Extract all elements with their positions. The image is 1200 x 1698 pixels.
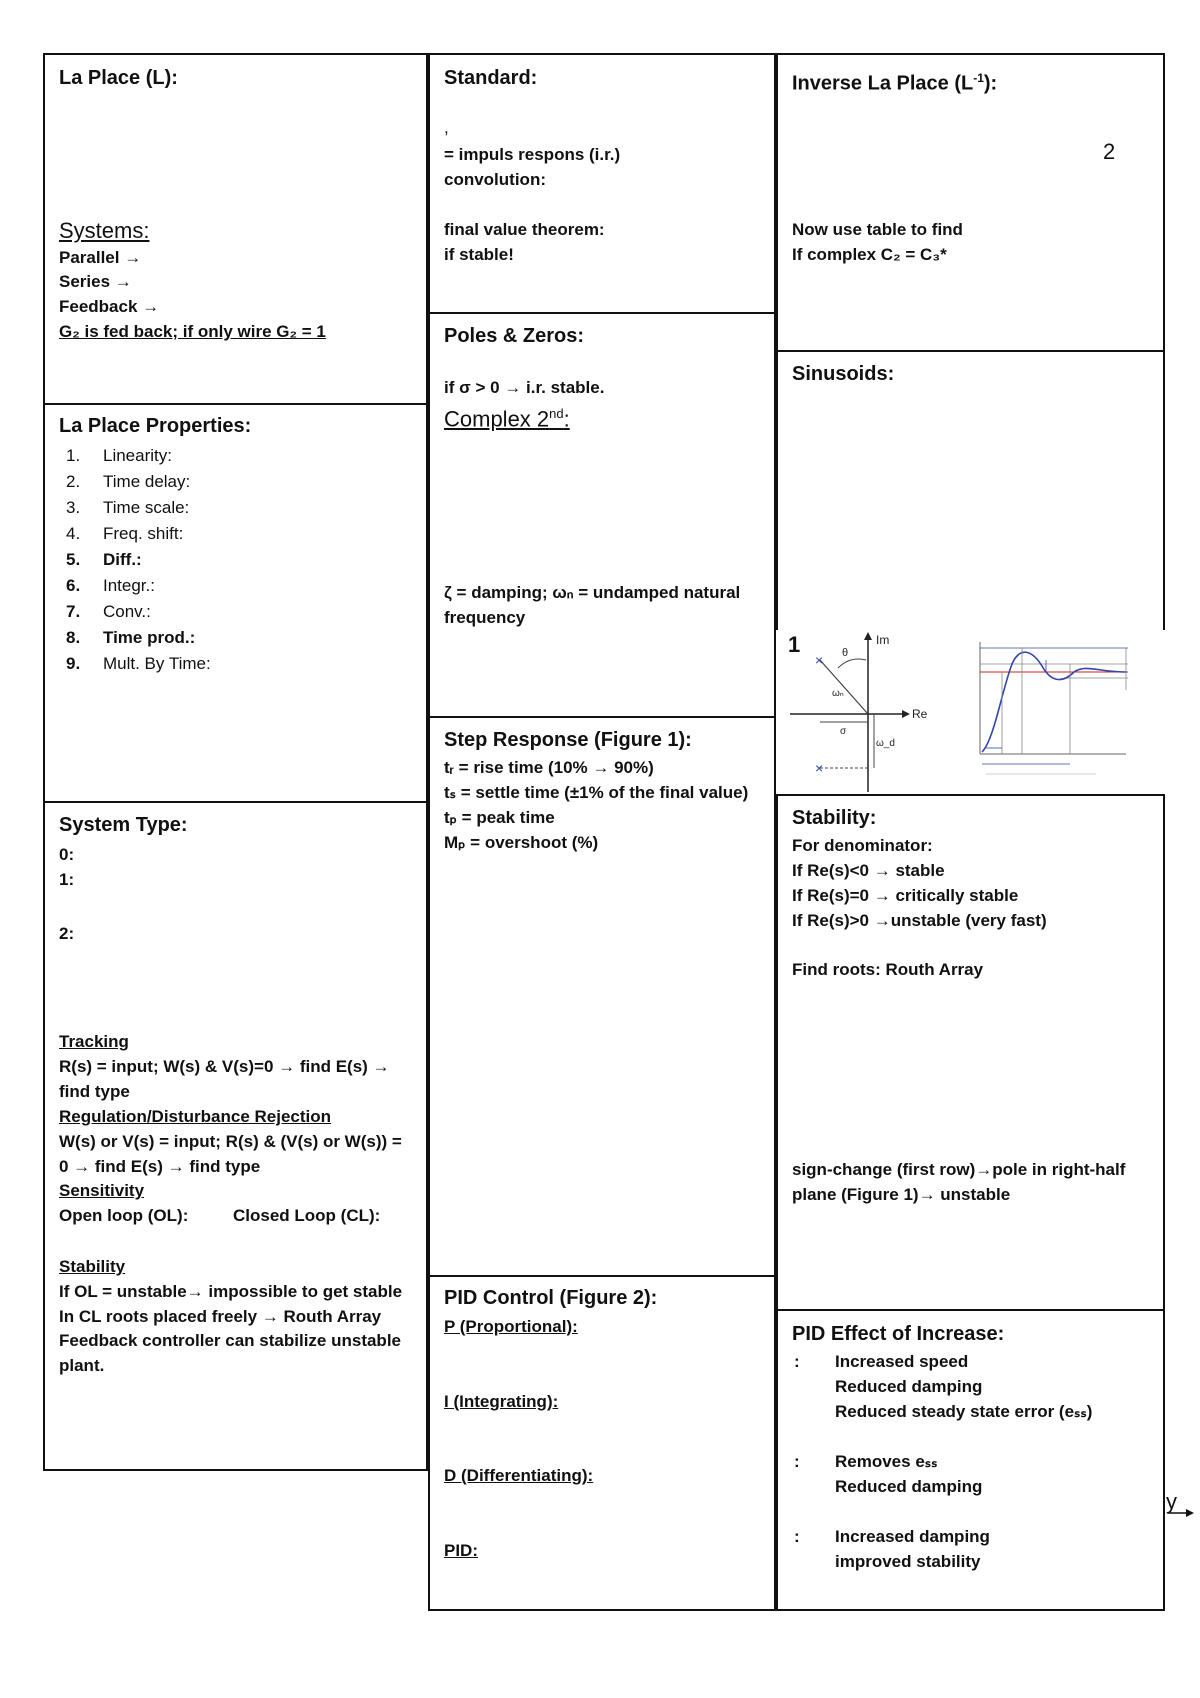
tracking-line-1: R(s) = input; W(s) & V(s)=0 → find E(s) → xyxy=(59,1057,390,1076)
standard-title: Standard: xyxy=(444,67,538,89)
inverse-title-text: Inverse La Place (L xyxy=(792,72,974,95)
inverse-title xyxy=(792,68,997,94)
stability-routh: Find roots: Routh Array xyxy=(792,960,984,979)
inverse-two: 2 xyxy=(1103,139,1116,164)
tracking-line-2: find type xyxy=(59,1082,130,1101)
convolution-label: convolution: xyxy=(444,170,546,189)
regulation-line-1: W(s) or V(s) = input; R(s) & (V(s) or W(s)) = xyxy=(59,1132,402,1151)
property-num: 2. xyxy=(66,472,81,491)
overshoot: Mₚ = overshoot (%) xyxy=(444,833,599,852)
stability-line-2: In CL roots placed freely → Routh Array xyxy=(59,1307,382,1326)
property-label: Freq. shift: xyxy=(103,524,184,543)
omega-d-label: ω_d xyxy=(876,738,895,749)
pole-upper-marker: × xyxy=(815,652,824,668)
margin-arrow-icon xyxy=(1166,1506,1196,1520)
im-axis-arrow xyxy=(864,632,872,640)
step-curve xyxy=(982,652,1126,752)
regulation-line-2: 0 → find E(s) → find type xyxy=(59,1157,261,1176)
margin-y-mark: y xyxy=(1166,1489,1177,1514)
property-num: 3. xyxy=(66,498,81,517)
zeta-line-2: frequency xyxy=(444,608,526,627)
sinusoids-title: Sinusoids: xyxy=(792,363,895,385)
zeta-line-1: ζ = damping; ωₙ = undamped natural xyxy=(444,583,741,602)
figure-1-number: 1 xyxy=(788,632,801,657)
inverse-title-sup: -1 xyxy=(973,71,984,85)
property-label: Time scale: xyxy=(103,498,190,517)
omega-n-label: ωₙ xyxy=(832,688,844,699)
standard-comma: , xyxy=(444,118,449,137)
stability-gt0: If Re(s)>0 →unstable (very fast) xyxy=(792,911,1047,930)
poles-title: Poles & Zeros: xyxy=(444,325,585,347)
property-num: 9. xyxy=(66,654,81,673)
re-label: Re xyxy=(912,707,928,721)
regulation-heading: Regulation/Disturbance Rejection xyxy=(59,1107,332,1126)
laplace-title: La Place (L): xyxy=(59,67,178,89)
tracking-heading: Tracking xyxy=(59,1032,129,1051)
complex-text: Complex 2 xyxy=(444,406,550,432)
if-stable: if stable! xyxy=(444,245,514,264)
pid-effect-line: improved stability xyxy=(835,1552,981,1571)
systems-feedback: Feedback → xyxy=(59,297,160,316)
systems-heading: Systems: xyxy=(59,218,150,243)
property-num: 8. xyxy=(66,628,81,647)
impulse-response: = impuls respons (i.r.) xyxy=(444,145,621,164)
stability-lt0: If Re(s)<0 → stable xyxy=(792,861,945,880)
property-label: Conv.: xyxy=(103,602,151,621)
inverse-table-note: Now use table to find xyxy=(792,220,963,239)
closed-loop-label: Closed Loop (CL): xyxy=(233,1206,381,1225)
systems-series: Series → xyxy=(59,272,132,291)
property-label: Time delay: xyxy=(103,472,191,491)
step-title: Step Response (Figure 1): xyxy=(444,729,692,751)
inverse-title-end: ): xyxy=(983,72,998,95)
system-type-title: System Type: xyxy=(59,814,188,836)
stability-line-1: If OL = unstable→ impossible to get stable xyxy=(59,1282,403,1301)
property-num: 7. xyxy=(66,602,81,621)
rise-time: tᵣ = rise time (10% → 90%) xyxy=(444,758,654,777)
pid-effect-colon: : xyxy=(794,1527,800,1546)
stability-line-3: Feedback controller can stabilize unstable xyxy=(59,1331,401,1350)
stability-heading: Stability xyxy=(59,1257,126,1276)
stability-eq0: If Re(s)=0 → critically stable xyxy=(792,886,1019,905)
type-0: 0: xyxy=(59,845,75,864)
pid-effect-line: Increased speed xyxy=(835,1352,969,1371)
inverse-complex-note: If complex C₂ = C₃* xyxy=(792,245,947,264)
stability-title: Stability: xyxy=(792,807,877,829)
pid-differentiating: D (Differentiating): xyxy=(444,1466,594,1485)
figure-1-svg xyxy=(776,630,1165,796)
im-label: Im xyxy=(876,633,890,647)
stability-sign-2: plane (Figure 1)→ unstable xyxy=(792,1185,1011,1204)
fedback-note: G₂ is fed back; if only wire G₂ = 1 xyxy=(59,322,326,341)
figure-1 xyxy=(776,630,1165,796)
stability-line-4: plant. xyxy=(59,1356,105,1375)
sinusoids-box xyxy=(776,350,1165,630)
property-num: 6. xyxy=(66,576,81,595)
stability-sign-1: sign-change (first row)→pole in right-half xyxy=(792,1160,1126,1179)
properties-box xyxy=(43,403,428,803)
pid-effect-line: Reduced steady state error (eₛₛ) xyxy=(835,1402,1093,1421)
pid-pid: PID: xyxy=(444,1541,478,1560)
pid-proportional: P (Proportional): xyxy=(444,1317,578,1336)
pid-effect-line: Increased damping xyxy=(835,1527,990,1546)
pid-effect-line: Reduced damping xyxy=(835,1477,983,1496)
type-2: 2: xyxy=(59,924,75,943)
pid-integrating: I (Integrating): xyxy=(444,1392,559,1411)
pid-title: PID Control (Figure 2): xyxy=(444,1287,658,1309)
property-num: 4. xyxy=(66,524,81,543)
final-value-theorem: final value theorem: xyxy=(444,220,605,239)
pid-effect-colon: : xyxy=(794,1352,800,1371)
complex-colon: : xyxy=(563,406,570,432)
peak-time: tₚ = peak time xyxy=(444,808,555,827)
if-sigma: if σ > 0 → i.r. stable. xyxy=(444,378,605,397)
pid-effect-line: Removes eₛₛ xyxy=(835,1452,938,1471)
theta-arc xyxy=(838,659,866,668)
properties-title: La Place Properties: xyxy=(59,415,252,437)
property-label: Mult. By Time: xyxy=(103,654,211,673)
inverse-box xyxy=(776,53,1165,352)
property-label: Time prod.: xyxy=(103,628,196,647)
property-label: Integr.: xyxy=(103,576,155,595)
poles-box xyxy=(428,312,776,718)
complex-sup: nd xyxy=(549,406,564,421)
pole-vector xyxy=(820,660,868,714)
pid-effect-line: Reduced damping xyxy=(835,1377,983,1396)
complex-heading xyxy=(444,404,570,432)
re-axis-arrow xyxy=(902,710,910,718)
property-label: Linearity: xyxy=(103,446,172,465)
open-loop-label: Open loop (OL): xyxy=(59,1206,189,1225)
sigma-label: σ xyxy=(840,726,847,737)
stability-denominator: For denominator: xyxy=(792,836,933,855)
pid-effect-title: PID Effect of Increase: xyxy=(792,1323,1005,1345)
systems-parallel: Parallel → xyxy=(59,248,142,267)
sensitivity-heading: Sensitivity xyxy=(59,1181,145,1200)
pole-lower-marker: × xyxy=(815,760,824,776)
property-label: Diff.: xyxy=(103,550,142,569)
theta-label: θ xyxy=(842,647,849,659)
pid-effect-colon: : xyxy=(794,1452,800,1471)
type-1: 1: xyxy=(59,870,75,889)
settle-time: tₛ = settle time (±1% of the final value) xyxy=(444,783,749,802)
property-num: 1. xyxy=(66,446,81,465)
property-num: 5. xyxy=(66,550,81,569)
